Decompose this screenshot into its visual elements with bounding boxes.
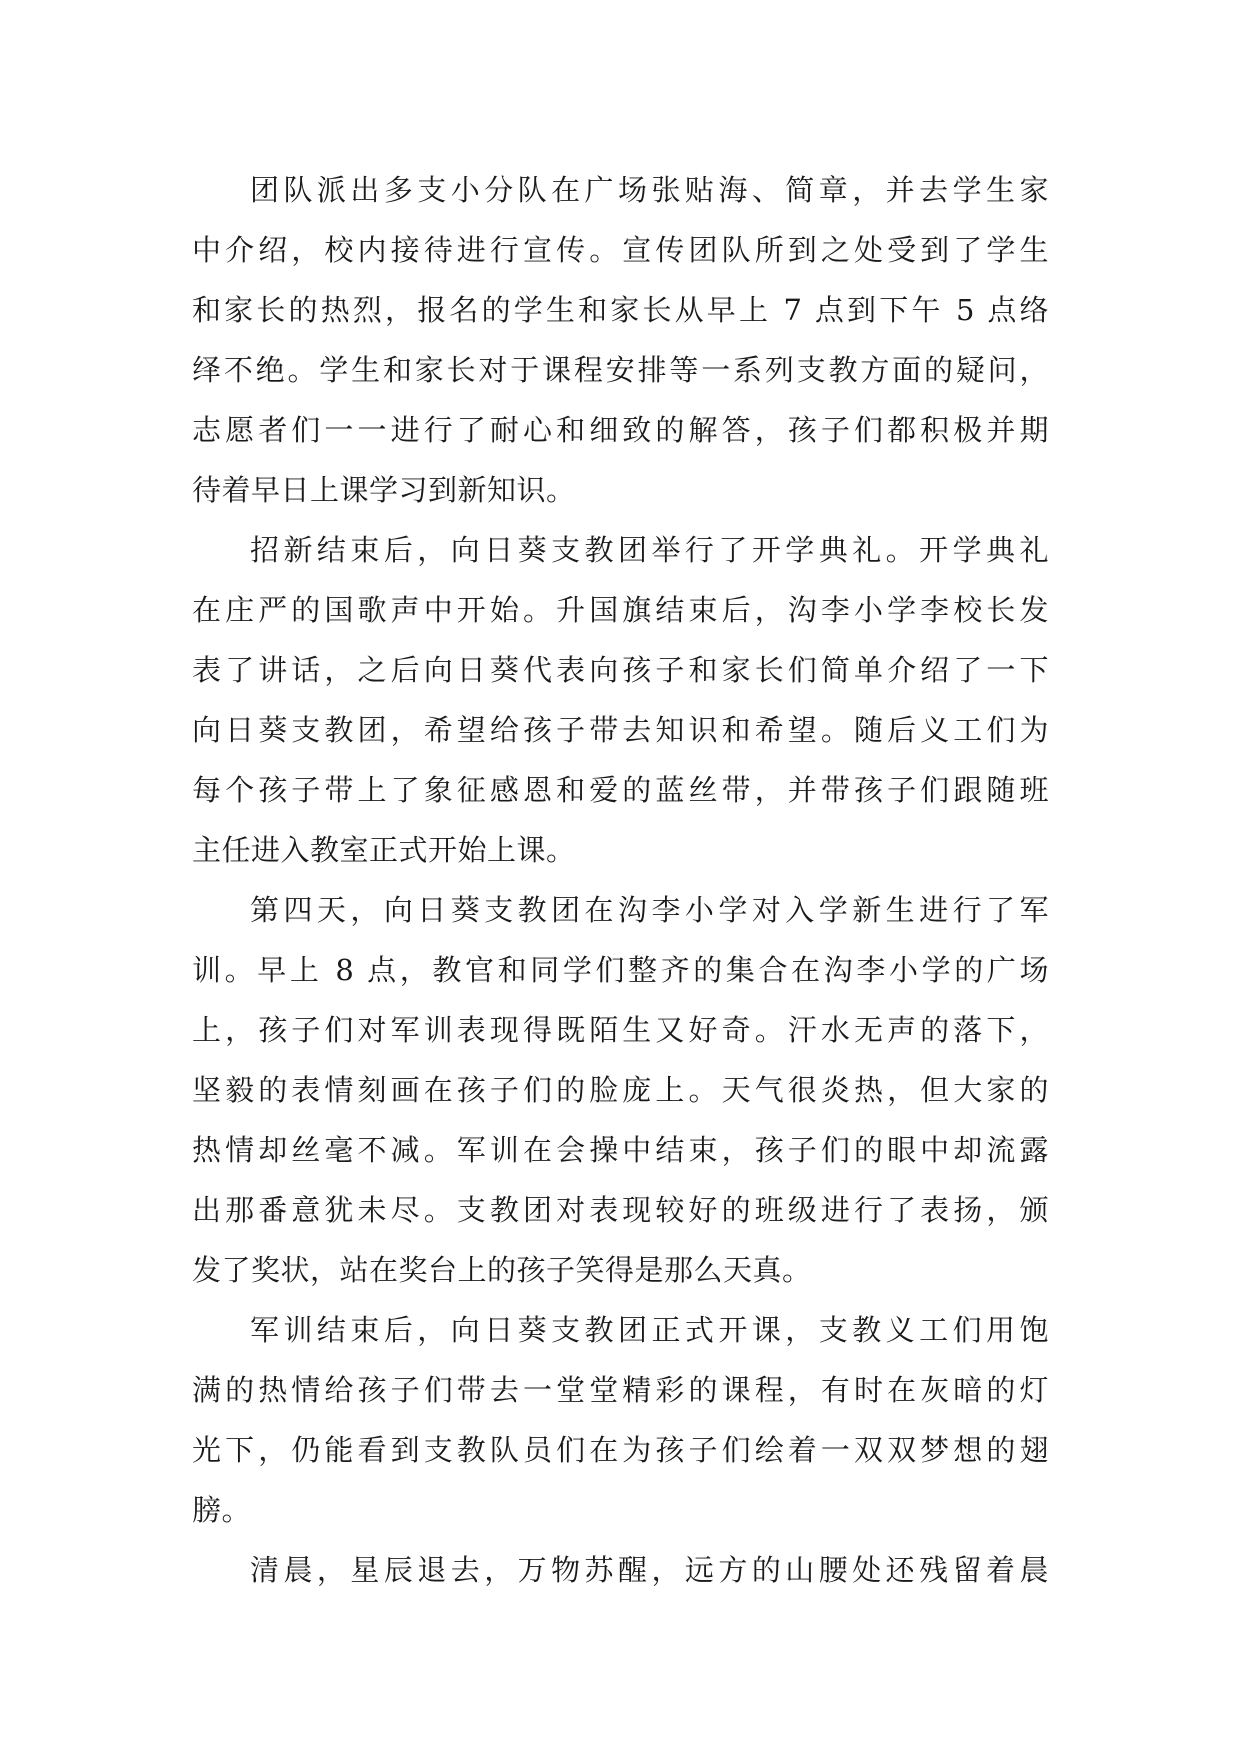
text-line: 绎不绝。学生和家长对于课程安排等一系列支教方面的疑问，	[192, 353, 1049, 387]
paragraph-3	[192, 880, 1049, 1300]
text-line: 发了奖状，站在奖台上的孩子笑得是那么天真。	[192, 1253, 812, 1287]
text-line: 光下，仍能看到支教队员们在为孩子们绘着一双双梦想的翅	[192, 1433, 1049, 1467]
text-line: 向日葵支教团，希望给孩子带去知识和希望。随后义工们为	[192, 713, 1049, 747]
text-line: 满的热情给孩子们带去一堂堂精彩的课程，有时在灰暗的灯	[192, 1373, 1049, 1407]
text-line: 热情却丝毫不减。军训在会操中结束，孩子们的眼中却流露	[192, 1133, 1049, 1167]
paragraph-5	[192, 1540, 1049, 1600]
text-line: 训。早上 8 点，教官和同学们整齐的集合在沟李小学的广场	[192, 953, 1049, 987]
text-line: 主任进入教室正式开始上课。	[192, 833, 576, 867]
text-line: 在庄严的国歌声中开始。升国旗结束后，沟李小学李校长发	[192, 593, 1049, 627]
text-line: 上，孩子们对军训表现得既陌生又好奇。汗水无声的落下，	[192, 1013, 1049, 1047]
text-line: 出那番意犹未尽。支教团对表现较好的班级进行了表扬，颁	[192, 1193, 1049, 1227]
text-line: 中介绍，校内接待进行宣传。宣传团队所到之处受到了学生	[192, 233, 1049, 267]
text-line: 膀。	[192, 1493, 252, 1527]
text-line: 招新结束后，向日葵支教团举行了开学典礼。开学典礼	[250, 533, 1049, 567]
text-line: 表了讲话，之后向日葵代表向孩子和家长们简单介绍了一下	[192, 653, 1049, 687]
paragraph-4	[192, 1300, 1049, 1540]
text-line: 第四天，向日葵支教团在沟李小学对入学新生进行了军	[250, 893, 1049, 927]
text-line: 待着早日上课学习到新知识。	[192, 473, 576, 507]
paragraph-2	[192, 520, 1049, 880]
text-line: 志愿者们一一进行了耐心和细致的解答，孩子们都积极并期	[192, 413, 1049, 447]
text-line: 每个孩子带上了象征感恩和爱的蓝丝带，并带孩子们跟随班	[192, 773, 1049, 807]
text-line: 清晨，星辰退去，万物苏醒，远方的山腰处还残留着晨	[250, 1553, 1049, 1587]
document-body	[192, 160, 1049, 1600]
text-line: 军训结束后，向日葵支教团正式开课，支教义工们用饱	[250, 1313, 1049, 1347]
text-line: 团队派出多支小分队在广场张贴海、简章，并去学生家	[250, 173, 1049, 207]
paragraph-1	[192, 160, 1049, 520]
text-line: 和家长的热烈，报名的学生和家长从早上 7 点到下午 5 点络	[192, 293, 1049, 327]
text-line: 坚毅的表情刻画在孩子们的脸庞上。天气很炎热，但大家的	[192, 1073, 1049, 1107]
